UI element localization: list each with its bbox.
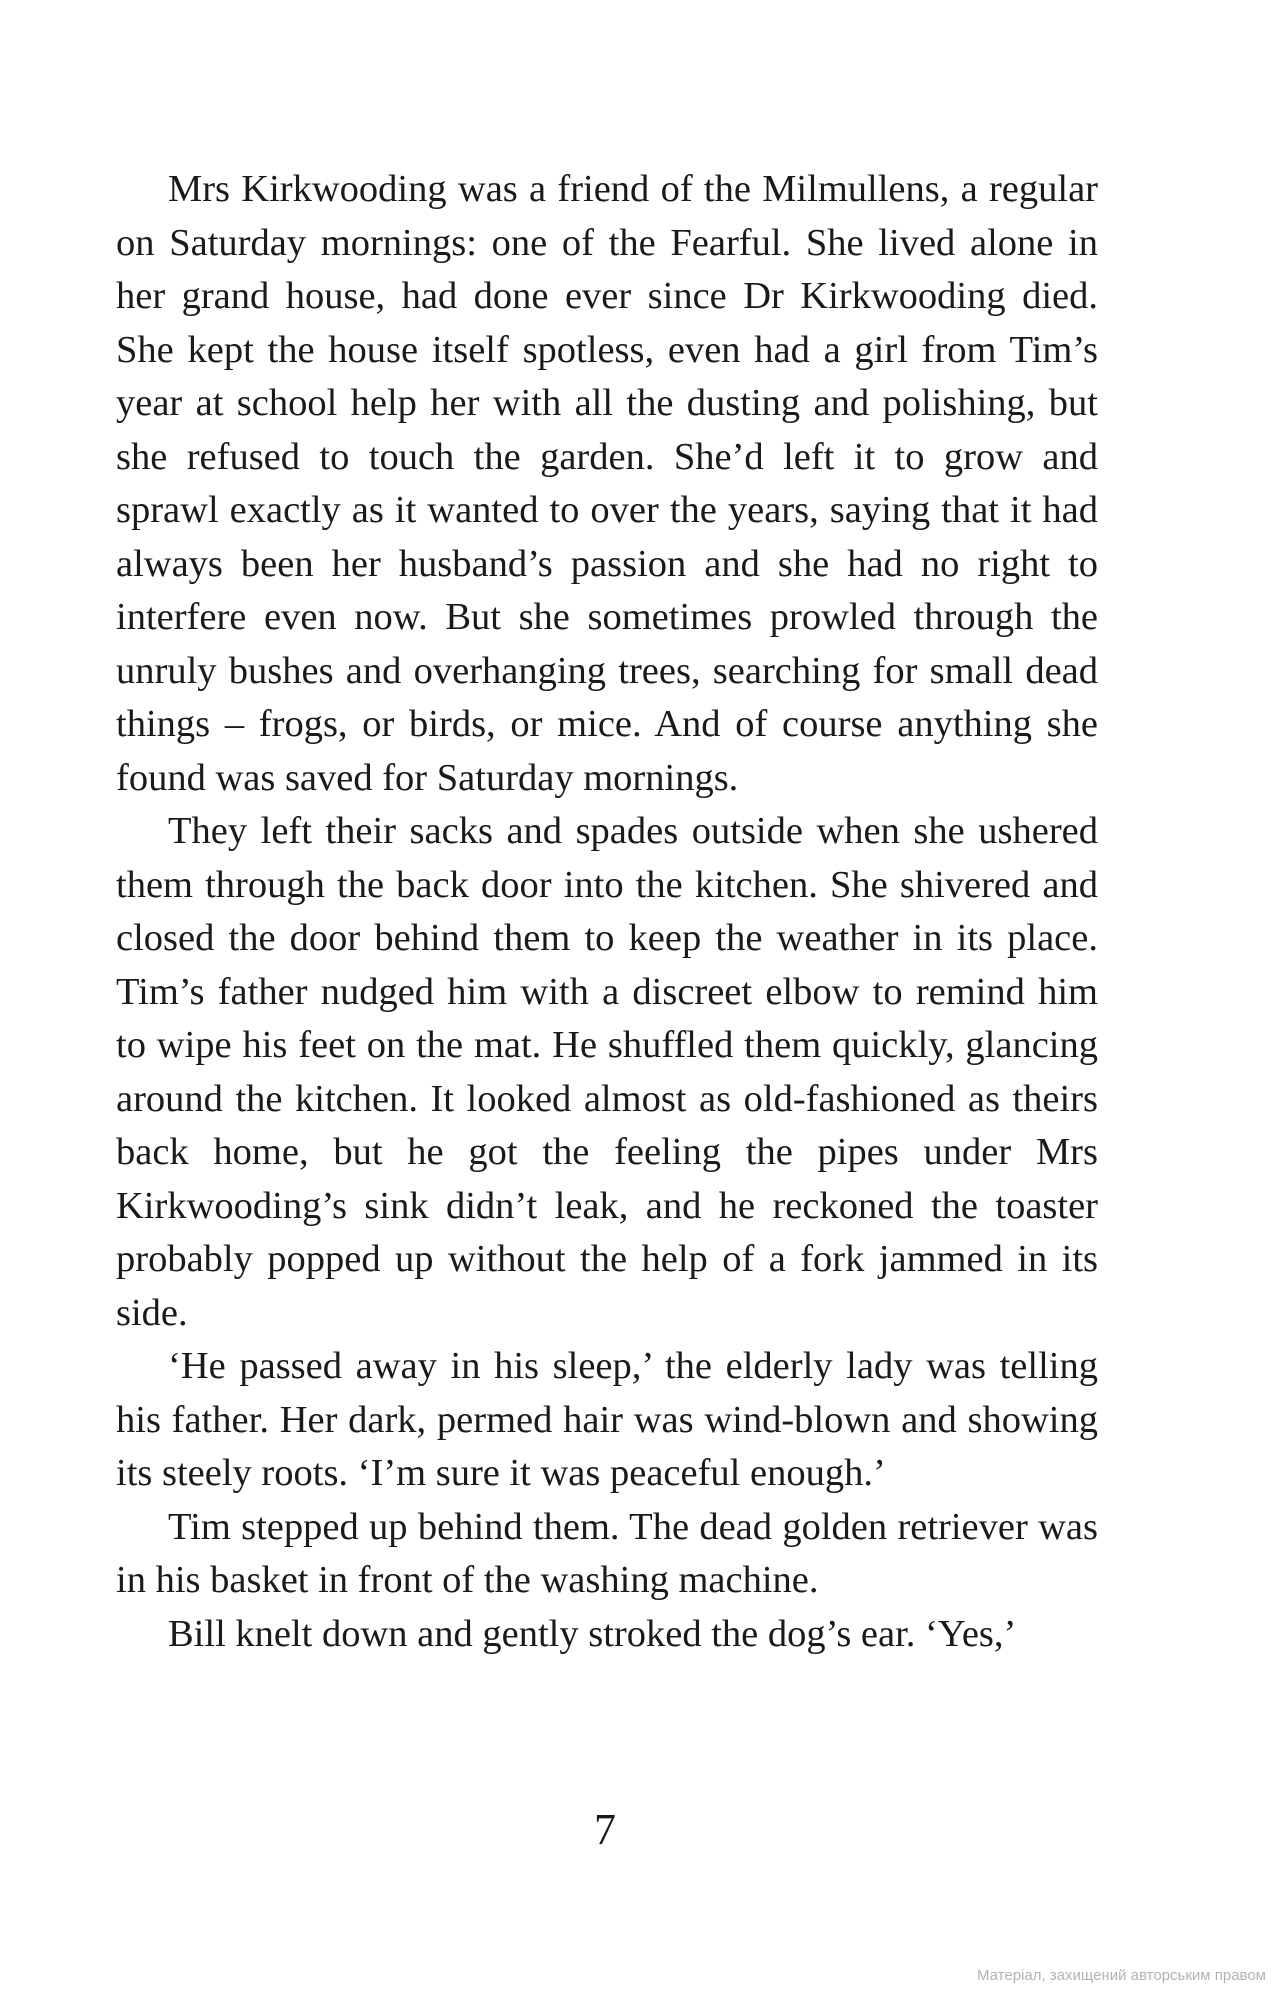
copyright-watermark: Матеріал, захищений авторським правом xyxy=(976,1967,1266,1984)
paragraph: Mrs Kirkwooding was a friend of the Milmullens, a regular on Saturday mornings: one of the Fearful. She lived alone in her grand house, had done ever since Dr Kirkwooding died. She kept the house itself spotless, even had a girl from Tim’s year at school help her with all the dusting and polishing, but she refused to touch the garden. She’d left it to grow and sprawl exactly as it wanted to over the years, saying that it had always been her husband’s passion and she had no right to interfere even now. But she sometimes prowled through the unruly bushes and overhanging trees, searching for small dead things – frogs, or birds, or mice. And of course anything she found was saved for Saturday mornings. xyxy=(116,168,1098,799)
page-number: 7 xyxy=(594,1805,616,1854)
paragraph: Bill knelt down and gently stroked the dog’s ear. ‘Yes,’ xyxy=(168,1612,1017,1655)
body-text xyxy=(116,163,1098,1661)
paragraph: Tim stepped up behind them. The dead golden retriever was in his basket in front of the washing machine. xyxy=(116,1505,1098,1601)
paragraph: ‘He passed away in his sleep,’ the elderly lady was telling his father. Her dark, permed hair was wind-blown and showing its steely roots. ‘I’m sure it was peaceful enough.’ xyxy=(116,1345,1098,1494)
paragraph: They left their sacks and spades outside when she ushered them through the back door into the kitchen. She shivered and closed the door behind them to keep the weather in its place. Tim’s father nudged him with a discreet elbow to remind him to wipe his feet on the mat. He shuffled them quickly, glancing around the kitchen. It looked almost as old-fashioned as theirs back home, but he got the feeling the pipes under Mrs Kirkwooding’s sink didn’t leak, and he reckoned the toaster probably popped up without the help of a fork jammed in its side. xyxy=(116,810,1098,1334)
